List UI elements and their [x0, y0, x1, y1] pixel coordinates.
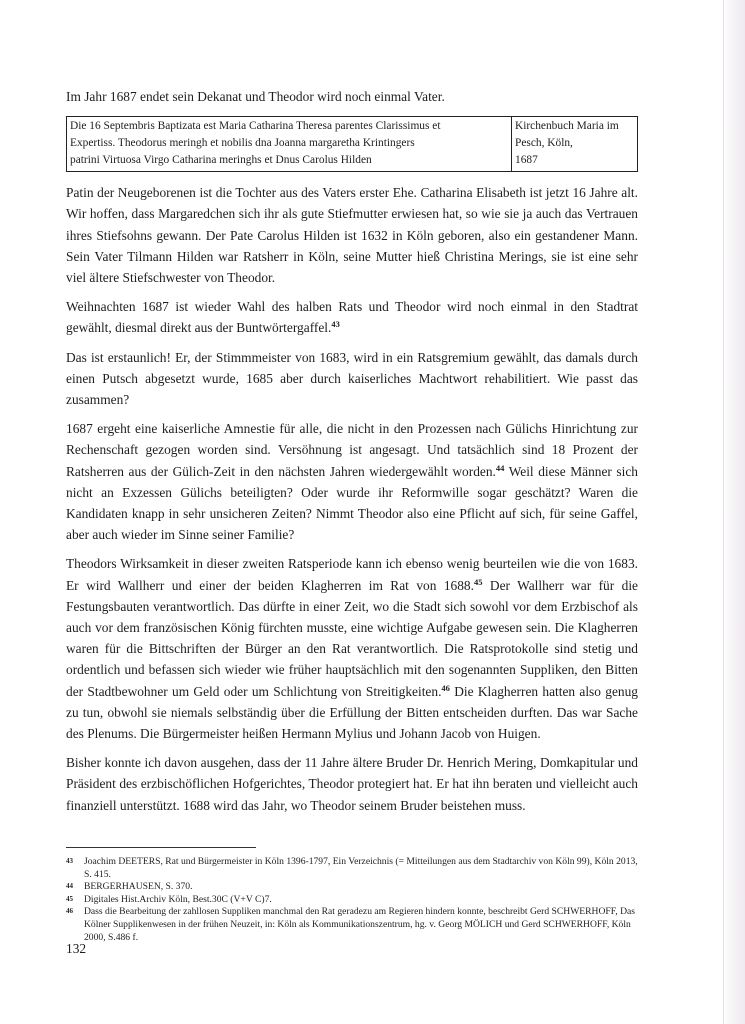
footnote-divider [66, 847, 256, 848]
footnote-text: Dass die Bearbeitung der zahllosen Suppliken manchmal den Rat geradezu am Regieren hindern konnte, beschreibt Gerd SCHWERHOFF, Das Kölner Supplikenwesen in der frühen Neuzeit, in: Köln als Kommunikationszentrum, hg. v. Georg MÖLICH und Gerd SCHWERHOFF, Köln 2000, S.486 f. [84, 906, 635, 943]
entry-line: Expertiss. Theodorus meringh et nobilis dna Joanna margaretha Krintingers [70, 137, 415, 150]
paragraph-text: Die Klagherren hatten also genug zu tun, obwohl sie niemals selbständig über die Erfüllung der Bitten entscheiden durften. Das war Sache des Plenums. Die Bürgermeister heißen Hermann Mylius und Johann Jacob von Huigen. [66, 683, 638, 742]
page-body [66, 86, 638, 824]
footnote-ref[interactable]: 44 [495, 462, 505, 473]
footnote-number: 43 [66, 857, 73, 865]
paragraph-text: Patin der Neugeborenen ist die Tochter aus des Vaters erster Ehe. Catharina Elisabeth ist jetzt 16 Jahre alt. Wir hoffen, dass Margaredchen sich ihr als gute Stiefmutter erwiesen hat, so wie sie ja auch das Vertrauen ihres Stiefsohns gewann. Der Pate Carolus Hilden ist 1632 in Köln geboren, also ein gestandener Mann. Sein Vater Tilmann Hilden war Ratsherr in Köln, seine Mutter hieß Christina Merings, sie ist eine sehr viel ältere Stiefschwester von Theodor. [66, 185, 638, 286]
paragraph-godmother [66, 182, 638, 288]
paragraph-effectiveness [66, 553, 638, 744]
paragraph-text: 1687 ergeht eine kaiserliche Amnestie für alle, die nicht in den Prozessen nach Gülichs Hinrichtung zur Rechenschaft gezogen worden sind. Versöhnung ist angesagt. Und tatsächlich sind 18 Prozent der Ratsherren aus der Gülich-Zeit in den nächsten Jahren wiedergewählt worden. [66, 421, 638, 479]
scanned-page-edge [723, 0, 745, 1024]
footnote-number: 44 [66, 882, 73, 891]
intro-sentence: Im Jahr 1687 endet sein Dekanat und Theodor wird noch einmal Vater. [66, 89, 445, 104]
entry-line: Die 16 Septembris Baptizata est Maria Catharina Theresa parentes Clarissimus et [70, 120, 441, 133]
footnote [66, 881, 638, 894]
footnote-ref[interactable]: 45 [473, 576, 483, 587]
page-number: 132 [66, 941, 87, 956]
source-line: Pesch, Köln, [515, 137, 573, 150]
record-source-cell [512, 117, 638, 172]
footnote-text: BERGERHAUSEN, S. 370. [84, 881, 193, 893]
footnotes-section [66, 856, 638, 944]
baptism-entry-cell [67, 117, 512, 172]
footnote-ref[interactable]: 46 [441, 682, 450, 693]
entry-line: patrini Virtuosa Virgo Catharina meringhs et Dnus Carolus Hilden [70, 154, 372, 167]
paragraph-text: Theodors Wirksamkeit in dieser zweiten Ratsperiode kann ich ebenso wenig beurteilen wie die von 1683. Er wird Wallherr und einer der beiden Klagherren im Rat von 1688. [66, 556, 638, 593]
footnote [66, 894, 638, 907]
paragraph-brother [66, 752, 638, 816]
footnote [66, 906, 638, 944]
paragraph-text: Bisher konnte ich davon ausgehen, dass der 11 Jahre ältere Bruder Dr. Henrich Mering, Domkapitular und Präsident des erzbischöflichen Hofgerichtes, Theodor protegiert hat. Er hat ihn beraten und vielleicht auch finanziell unterstützt. 1688 wird das Jahr, wo Theodor seinem Bruder beistehen muss. [66, 755, 638, 813]
footnote-text: Digitales Hist.Archiv Köln, Best.30C (V+V C)7. [84, 893, 272, 905]
paragraph-text: Weihnachten 1687 ist wieder Wahl des halben Rats und Theodor wird noch einmal in den Stadtrat gewählt, diesmal direkt aus der Buntwörtergaffel. [66, 299, 638, 336]
paragraph-astonishing [66, 347, 638, 411]
source-line: 1687 [515, 154, 538, 167]
paragraph-amnesty [66, 418, 638, 545]
paragraph-text: Weil diese Männer sich nicht an Exzessen Gülichs beteiligten? Oder wurde ihr Reformwille sogar geschätzt? Waren die Kandidaten knapp in sehr unsicheren Zeiten? Nimmt Theodor also eine Pflicht auf sich, für seine Gaffel, aber auch wieder im Sinne seiner Familie? [66, 463, 638, 543]
paragraph-text: Der Wallherr war für die Festungsbauten verantwortlich. Das dürfte in einer Zeit, wo die Stadt sich sowohl vor dem Erzbischof als auch vor dem französischen König fürchten musste, eine wichtige Aufgabe gewesen sein. Die Klagherren waren für die Bittschriften der Bürger an den Rat verantwortlich. Die Ratsprotokolle sind stetig und ordentlich und befassen sich wieder wie früher hauptsächlich mit den sogenannten Suppliken, den Bitten der Stadtbewohner um Geld oder um Schlichtung von Streitigkeiten. [66, 577, 638, 699]
table-row [67, 117, 638, 172]
paragraph-text: Das ist erstaunlich! Er, der Stimmmeister von 1683, wird in ein Ratsgremium gewählt, das damals durch einen Putsch abgesetzt wurde, 1685 aber durch kaiserliches Machtwort rehabilitiert. Wie passt das zusammen? [66, 349, 638, 408]
source-line: Kirchenbuch Maria im [515, 120, 619, 133]
footnote-ref[interactable]: 43 [331, 319, 340, 330]
footnote-number: 46 [66, 907, 73, 916]
footnote-number: 45 [66, 894, 73, 903]
footnote-text: Joachim DEETERS, Rat und Bürgermeister in Köln 1396-1797, Ein Verzeichnis (= Mitteilungen aus dem Stadtarchiv von Köln 99), Köln 2013, S. 415. [84, 856, 638, 880]
footnote [66, 856, 638, 881]
paragraph-christmas-election [66, 296, 638, 338]
baptism-record-table [66, 116, 638, 172]
